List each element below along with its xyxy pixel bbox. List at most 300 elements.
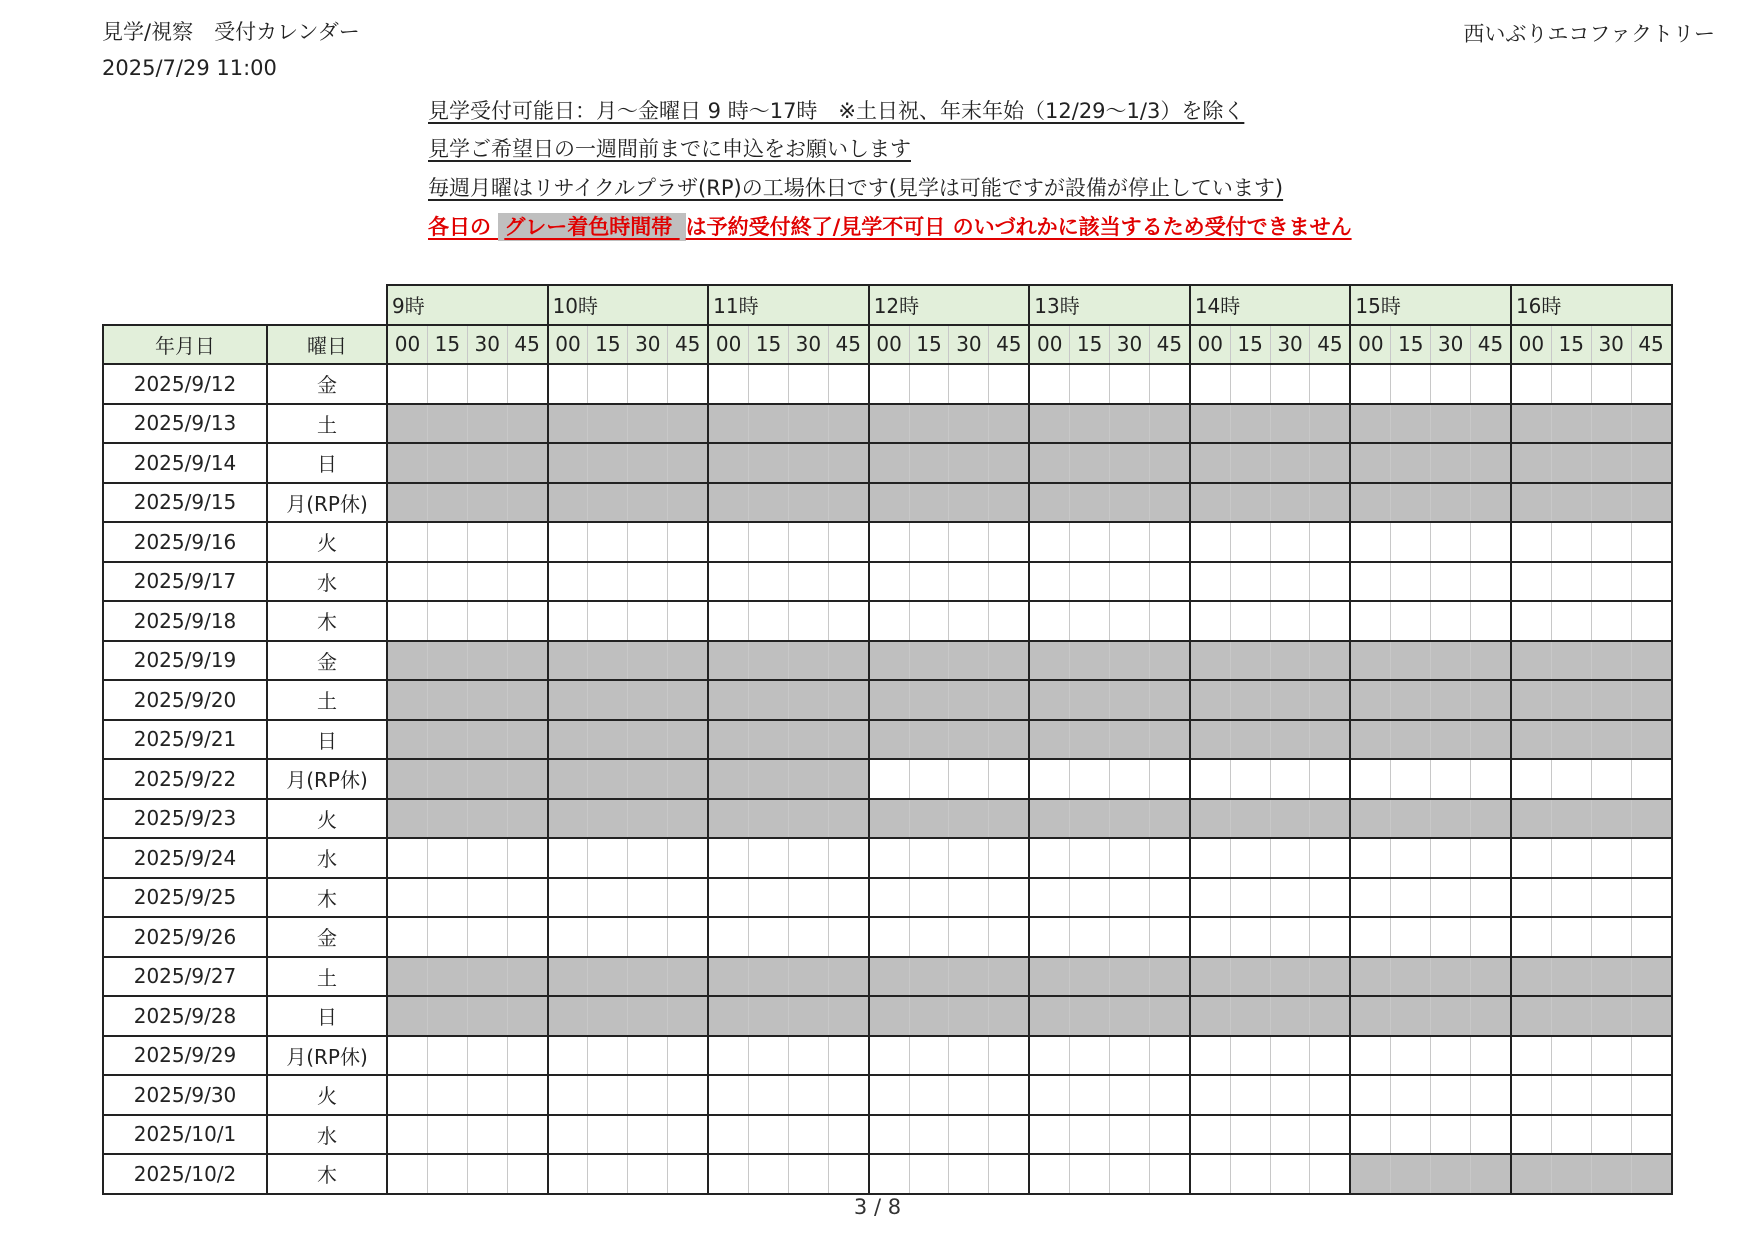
time-slot-available[interactable] bbox=[909, 838, 949, 878]
time-slot-available[interactable] bbox=[588, 1075, 628, 1115]
time-slot-available[interactable] bbox=[387, 601, 427, 641]
time-slot-available[interactable] bbox=[1190, 1115, 1230, 1155]
time-slot-available[interactable] bbox=[869, 1075, 909, 1115]
time-slot-available[interactable] bbox=[909, 878, 949, 918]
time-slot-available[interactable] bbox=[828, 1036, 868, 1076]
time-slot-available[interactable] bbox=[788, 364, 828, 404]
time-slot-available[interactable] bbox=[909, 601, 949, 641]
time-slot-available[interactable] bbox=[1591, 1115, 1631, 1155]
time-slot-available[interactable] bbox=[1190, 917, 1230, 957]
time-slot-available[interactable] bbox=[949, 1075, 989, 1115]
time-slot-available[interactable] bbox=[548, 522, 588, 562]
time-slot-available[interactable] bbox=[1029, 562, 1069, 602]
time-slot-available[interactable] bbox=[989, 562, 1029, 602]
time-slot-available[interactable] bbox=[749, 522, 789, 562]
time-slot-available[interactable] bbox=[1270, 601, 1310, 641]
time-slot-available[interactable] bbox=[708, 601, 748, 641]
time-slot-available[interactable] bbox=[1190, 838, 1230, 878]
time-slot-available[interactable] bbox=[668, 601, 708, 641]
time-slot-available[interactable] bbox=[869, 838, 909, 878]
time-slot-available[interactable] bbox=[909, 1075, 949, 1115]
time-slot-available[interactable] bbox=[1190, 562, 1230, 602]
time-slot-available[interactable] bbox=[1591, 838, 1631, 878]
time-slot-available[interactable] bbox=[828, 601, 868, 641]
time-slot-available[interactable] bbox=[909, 1115, 949, 1155]
time-slot-available[interactable] bbox=[1391, 601, 1431, 641]
time-slot-available[interactable] bbox=[1631, 1036, 1671, 1076]
time-slot-available[interactable] bbox=[1471, 1115, 1511, 1155]
time-slot-available[interactable] bbox=[1270, 759, 1310, 799]
time-slot-available[interactable] bbox=[1149, 364, 1189, 404]
time-slot-available[interactable] bbox=[1310, 878, 1350, 918]
time-slot-available[interactable] bbox=[869, 759, 909, 799]
time-slot-available[interactable] bbox=[1431, 601, 1471, 641]
time-slot-available[interactable] bbox=[989, 878, 1029, 918]
time-slot-available[interactable] bbox=[668, 1075, 708, 1115]
time-slot-available[interactable] bbox=[1110, 562, 1150, 602]
time-slot-available[interactable] bbox=[1391, 759, 1431, 799]
time-slot-available[interactable] bbox=[1190, 364, 1230, 404]
time-slot-available[interactable] bbox=[628, 1036, 668, 1076]
time-slot-available[interactable] bbox=[1631, 759, 1671, 799]
time-slot-available[interactable] bbox=[387, 1154, 427, 1194]
time-slot-available[interactable] bbox=[668, 917, 708, 957]
time-slot-available[interactable] bbox=[949, 838, 989, 878]
time-slot-available[interactable] bbox=[1350, 601, 1390, 641]
time-slot-available[interactable] bbox=[1471, 1075, 1511, 1115]
time-slot-available[interactable] bbox=[989, 522, 1029, 562]
time-slot-available[interactable] bbox=[668, 878, 708, 918]
time-slot-available[interactable] bbox=[1631, 1115, 1671, 1155]
time-slot-available[interactable] bbox=[1391, 364, 1431, 404]
time-slot-available[interactable] bbox=[1511, 601, 1551, 641]
time-slot-available[interactable] bbox=[1149, 1154, 1189, 1194]
time-slot-available[interactable] bbox=[507, 562, 547, 602]
time-slot-available[interactable] bbox=[1471, 878, 1511, 918]
time-slot-available[interactable] bbox=[467, 562, 507, 602]
time-slot-available[interactable] bbox=[909, 917, 949, 957]
time-slot-available[interactable] bbox=[1149, 759, 1189, 799]
time-slot-available[interactable] bbox=[1551, 1075, 1591, 1115]
time-slot-available[interactable] bbox=[749, 1075, 789, 1115]
time-slot-available[interactable] bbox=[1310, 1075, 1350, 1115]
time-slot-available[interactable] bbox=[788, 917, 828, 957]
time-slot-available[interactable] bbox=[1149, 562, 1189, 602]
time-slot-available[interactable] bbox=[1110, 838, 1150, 878]
time-slot-available[interactable] bbox=[1431, 838, 1471, 878]
time-slot-available[interactable] bbox=[1631, 522, 1671, 562]
time-slot-available[interactable] bbox=[1350, 562, 1390, 602]
time-slot-available[interactable] bbox=[427, 838, 467, 878]
time-slot-available[interactable] bbox=[1350, 522, 1390, 562]
time-slot-available[interactable] bbox=[1070, 562, 1110, 602]
time-slot-available[interactable] bbox=[1631, 364, 1671, 404]
time-slot-available[interactable] bbox=[1270, 917, 1310, 957]
time-slot-available[interactable] bbox=[788, 1115, 828, 1155]
time-slot-available[interactable] bbox=[1149, 1115, 1189, 1155]
time-slot-available[interactable] bbox=[1310, 1115, 1350, 1155]
time-slot-available[interactable] bbox=[1029, 759, 1069, 799]
time-slot-available[interactable] bbox=[1591, 601, 1631, 641]
time-slot-available[interactable] bbox=[1350, 759, 1390, 799]
time-slot-available[interactable] bbox=[1511, 522, 1551, 562]
time-slot-available[interactable] bbox=[387, 838, 427, 878]
time-slot-available[interactable] bbox=[949, 1036, 989, 1076]
time-slot-available[interactable] bbox=[628, 838, 668, 878]
time-slot-available[interactable] bbox=[1350, 364, 1390, 404]
time-slot-available[interactable] bbox=[1310, 759, 1350, 799]
time-slot-available[interactable] bbox=[588, 838, 628, 878]
time-slot-available[interactable] bbox=[1511, 1075, 1551, 1115]
time-slot-available[interactable] bbox=[1110, 1115, 1150, 1155]
time-slot-available[interactable] bbox=[828, 522, 868, 562]
time-slot-available[interactable] bbox=[1029, 917, 1069, 957]
time-slot-available[interactable] bbox=[1511, 364, 1551, 404]
time-slot-available[interactable] bbox=[588, 1115, 628, 1155]
time-slot-available[interactable] bbox=[1310, 562, 1350, 602]
time-slot-available[interactable] bbox=[1551, 917, 1591, 957]
time-slot-available[interactable] bbox=[1070, 364, 1110, 404]
time-slot-available[interactable] bbox=[427, 1036, 467, 1076]
time-slot-available[interactable] bbox=[427, 917, 467, 957]
time-slot-available[interactable] bbox=[989, 1075, 1029, 1115]
time-slot-available[interactable] bbox=[1431, 759, 1471, 799]
time-slot-available[interactable] bbox=[1149, 1036, 1189, 1076]
time-slot-available[interactable] bbox=[548, 1075, 588, 1115]
time-slot-available[interactable] bbox=[1350, 1075, 1390, 1115]
time-slot-available[interactable] bbox=[1551, 522, 1591, 562]
time-slot-available[interactable] bbox=[467, 1075, 507, 1115]
time-slot-available[interactable] bbox=[1631, 917, 1671, 957]
time-slot-available[interactable] bbox=[1431, 917, 1471, 957]
time-slot-available[interactable] bbox=[1230, 917, 1270, 957]
time-slot-available[interactable] bbox=[668, 1036, 708, 1076]
time-slot-available[interactable] bbox=[1230, 1115, 1270, 1155]
time-slot-available[interactable] bbox=[869, 522, 909, 562]
time-slot-available[interactable] bbox=[828, 917, 868, 957]
time-slot-available[interactable] bbox=[1431, 1115, 1471, 1155]
time-slot-available[interactable] bbox=[1551, 878, 1591, 918]
time-slot-available[interactable] bbox=[467, 364, 507, 404]
time-slot-available[interactable] bbox=[1431, 522, 1471, 562]
time-slot-available[interactable] bbox=[387, 1075, 427, 1115]
time-slot-available[interactable] bbox=[708, 1075, 748, 1115]
time-slot-available[interactable] bbox=[749, 1036, 789, 1076]
time-slot-available[interactable] bbox=[628, 1115, 668, 1155]
time-slot-available[interactable] bbox=[749, 601, 789, 641]
time-slot-available[interactable] bbox=[1190, 1075, 1230, 1115]
time-slot-available[interactable] bbox=[1471, 601, 1511, 641]
time-slot-available[interactable] bbox=[387, 917, 427, 957]
time-slot-available[interactable] bbox=[708, 1036, 748, 1076]
time-slot-available[interactable] bbox=[749, 838, 789, 878]
time-slot-available[interactable] bbox=[668, 838, 708, 878]
time-slot-available[interactable] bbox=[1310, 522, 1350, 562]
time-slot-available[interactable] bbox=[628, 364, 668, 404]
time-slot-available[interactable] bbox=[1591, 562, 1631, 602]
time-slot-available[interactable] bbox=[1070, 838, 1110, 878]
time-slot-available[interactable] bbox=[949, 601, 989, 641]
time-slot-available[interactable] bbox=[1511, 1036, 1551, 1076]
time-slot-available[interactable] bbox=[1631, 838, 1671, 878]
time-slot-available[interactable] bbox=[588, 562, 628, 602]
time-slot-available[interactable] bbox=[828, 562, 868, 602]
time-slot-available[interactable] bbox=[1310, 838, 1350, 878]
time-slot-available[interactable] bbox=[628, 562, 668, 602]
time-slot-available[interactable] bbox=[387, 1036, 427, 1076]
time-slot-available[interactable] bbox=[869, 364, 909, 404]
time-slot-available[interactable] bbox=[1511, 759, 1551, 799]
time-slot-available[interactable] bbox=[949, 917, 989, 957]
time-slot-available[interactable] bbox=[1070, 878, 1110, 918]
time-slot-available[interactable] bbox=[1230, 522, 1270, 562]
time-slot-available[interactable] bbox=[548, 917, 588, 957]
time-slot-available[interactable] bbox=[949, 364, 989, 404]
time-slot-available[interactable] bbox=[788, 522, 828, 562]
time-slot-available[interactable] bbox=[1270, 878, 1310, 918]
time-slot-available[interactable] bbox=[628, 1075, 668, 1115]
time-slot-available[interactable] bbox=[949, 759, 989, 799]
time-slot-available[interactable] bbox=[588, 1036, 628, 1076]
time-slot-available[interactable] bbox=[989, 601, 1029, 641]
time-slot-available[interactable] bbox=[869, 917, 909, 957]
time-slot-available[interactable] bbox=[1471, 522, 1511, 562]
time-slot-available[interactable] bbox=[1270, 838, 1310, 878]
time-slot-available[interactable] bbox=[1511, 1115, 1551, 1155]
time-slot-available[interactable] bbox=[588, 917, 628, 957]
time-slot-available[interactable] bbox=[467, 522, 507, 562]
time-slot-available[interactable] bbox=[668, 1115, 708, 1155]
time-slot-available[interactable] bbox=[668, 1154, 708, 1194]
time-slot-available[interactable] bbox=[507, 878, 547, 918]
time-slot-available[interactable] bbox=[1431, 1036, 1471, 1076]
time-slot-available[interactable] bbox=[989, 1154, 1029, 1194]
time-slot-available[interactable] bbox=[1149, 878, 1189, 918]
time-slot-available[interactable] bbox=[628, 522, 668, 562]
time-slot-available[interactable] bbox=[1190, 878, 1230, 918]
time-slot-available[interactable] bbox=[1029, 1154, 1069, 1194]
time-slot-available[interactable] bbox=[1591, 522, 1631, 562]
time-slot-available[interactable] bbox=[507, 364, 547, 404]
time-slot-available[interactable] bbox=[909, 562, 949, 602]
time-slot-available[interactable] bbox=[989, 364, 1029, 404]
time-slot-available[interactable] bbox=[949, 1115, 989, 1155]
time-slot-available[interactable] bbox=[1391, 1036, 1431, 1076]
time-slot-available[interactable] bbox=[869, 1036, 909, 1076]
time-slot-available[interactable] bbox=[1350, 838, 1390, 878]
time-slot-available[interactable] bbox=[1391, 1115, 1431, 1155]
time-slot-available[interactable] bbox=[1110, 1075, 1150, 1115]
time-slot-available[interactable] bbox=[1551, 1036, 1591, 1076]
time-slot-available[interactable] bbox=[1471, 364, 1511, 404]
time-slot-available[interactable] bbox=[989, 1115, 1029, 1155]
time-slot-available[interactable] bbox=[427, 1154, 467, 1194]
time-slot-available[interactable] bbox=[507, 1115, 547, 1155]
time-slot-available[interactable] bbox=[1511, 917, 1551, 957]
time-slot-available[interactable] bbox=[1190, 1036, 1230, 1076]
time-slot-available[interactable] bbox=[427, 878, 467, 918]
time-slot-available[interactable] bbox=[869, 1154, 909, 1194]
time-slot-available[interactable] bbox=[828, 1075, 868, 1115]
time-slot-available[interactable] bbox=[989, 1036, 1029, 1076]
time-slot-available[interactable] bbox=[1070, 759, 1110, 799]
time-slot-available[interactable] bbox=[1070, 601, 1110, 641]
time-slot-available[interactable] bbox=[989, 759, 1029, 799]
time-slot-available[interactable] bbox=[1070, 1075, 1110, 1115]
time-slot-available[interactable] bbox=[1190, 759, 1230, 799]
time-slot-available[interactable] bbox=[708, 1154, 748, 1194]
time-slot-available[interactable] bbox=[708, 522, 748, 562]
time-slot-available[interactable] bbox=[1230, 1075, 1270, 1115]
time-slot-available[interactable] bbox=[1230, 364, 1270, 404]
time-slot-available[interactable] bbox=[1551, 838, 1591, 878]
time-slot-available[interactable] bbox=[387, 522, 427, 562]
time-slot-available[interactable] bbox=[949, 522, 989, 562]
time-slot-available[interactable] bbox=[668, 364, 708, 404]
time-slot-available[interactable] bbox=[1471, 562, 1511, 602]
time-slot-available[interactable] bbox=[749, 878, 789, 918]
time-slot-available[interactable] bbox=[1230, 1154, 1270, 1194]
time-slot-available[interactable] bbox=[828, 1154, 868, 1194]
time-slot-available[interactable] bbox=[788, 1154, 828, 1194]
time-slot-available[interactable] bbox=[989, 917, 1029, 957]
time-slot-available[interactable] bbox=[828, 1115, 868, 1155]
time-slot-available[interactable] bbox=[788, 838, 828, 878]
time-slot-available[interactable] bbox=[387, 878, 427, 918]
time-slot-available[interactable] bbox=[749, 562, 789, 602]
time-slot-available[interactable] bbox=[507, 522, 547, 562]
time-slot-available[interactable] bbox=[1230, 601, 1270, 641]
time-slot-available[interactable] bbox=[427, 562, 467, 602]
time-slot-available[interactable] bbox=[548, 838, 588, 878]
time-slot-available[interactable] bbox=[1551, 1115, 1591, 1155]
time-slot-available[interactable] bbox=[1310, 601, 1350, 641]
time-slot-available[interactable] bbox=[1591, 1075, 1631, 1115]
time-slot-available[interactable] bbox=[628, 601, 668, 641]
time-slot-available[interactable] bbox=[548, 1154, 588, 1194]
time-slot-available[interactable] bbox=[1149, 601, 1189, 641]
time-slot-available[interactable] bbox=[1110, 917, 1150, 957]
time-slot-available[interactable] bbox=[1110, 364, 1150, 404]
time-slot-available[interactable] bbox=[749, 917, 789, 957]
time-slot-available[interactable] bbox=[1110, 1036, 1150, 1076]
time-slot-available[interactable] bbox=[788, 562, 828, 602]
time-slot-available[interactable] bbox=[1149, 838, 1189, 878]
time-slot-available[interactable] bbox=[828, 364, 868, 404]
time-slot-available[interactable] bbox=[467, 1115, 507, 1155]
time-slot-available[interactable] bbox=[1149, 522, 1189, 562]
time-slot-available[interactable] bbox=[1029, 1075, 1069, 1115]
time-slot-available[interactable] bbox=[1230, 1036, 1270, 1076]
time-slot-available[interactable] bbox=[1029, 878, 1069, 918]
time-slot-available[interactable] bbox=[1350, 917, 1390, 957]
time-slot-available[interactable] bbox=[1431, 364, 1471, 404]
time-slot-available[interactable] bbox=[869, 601, 909, 641]
time-slot-available[interactable] bbox=[467, 601, 507, 641]
time-slot-available[interactable] bbox=[708, 878, 748, 918]
time-slot-available[interactable] bbox=[1270, 1036, 1310, 1076]
time-slot-available[interactable] bbox=[788, 878, 828, 918]
time-slot-available[interactable] bbox=[1110, 1154, 1150, 1194]
time-slot-available[interactable] bbox=[828, 878, 868, 918]
time-slot-available[interactable] bbox=[1391, 917, 1431, 957]
time-slot-available[interactable] bbox=[1230, 759, 1270, 799]
time-slot-available[interactable] bbox=[1471, 1036, 1511, 1076]
time-slot-available[interactable] bbox=[1350, 1036, 1390, 1076]
time-slot-available[interactable] bbox=[507, 601, 547, 641]
time-slot-available[interactable] bbox=[708, 838, 748, 878]
time-slot-available[interactable] bbox=[1310, 364, 1350, 404]
time-slot-available[interactable] bbox=[1350, 878, 1390, 918]
time-slot-available[interactable] bbox=[1110, 601, 1150, 641]
time-slot-available[interactable] bbox=[628, 1154, 668, 1194]
time-slot-available[interactable] bbox=[1230, 878, 1270, 918]
time-slot-available[interactable] bbox=[1190, 522, 1230, 562]
time-slot-available[interactable] bbox=[1591, 1036, 1631, 1076]
time-slot-available[interactable] bbox=[949, 562, 989, 602]
time-slot-available[interactable] bbox=[507, 838, 547, 878]
time-slot-available[interactable] bbox=[788, 1075, 828, 1115]
time-slot-available[interactable] bbox=[1070, 917, 1110, 957]
time-slot-available[interactable] bbox=[1471, 838, 1511, 878]
time-slot-available[interactable] bbox=[1391, 878, 1431, 918]
time-slot-available[interactable] bbox=[1110, 878, 1150, 918]
time-slot-available[interactable] bbox=[1230, 838, 1270, 878]
time-slot-available[interactable] bbox=[1391, 562, 1431, 602]
time-slot-available[interactable] bbox=[1511, 838, 1551, 878]
time-slot-available[interactable] bbox=[588, 364, 628, 404]
time-slot-available[interactable] bbox=[1551, 601, 1591, 641]
time-slot-available[interactable] bbox=[1029, 838, 1069, 878]
time-slot-available[interactable] bbox=[548, 364, 588, 404]
time-slot-available[interactable] bbox=[507, 1036, 547, 1076]
time-slot-available[interactable] bbox=[1070, 1115, 1110, 1155]
time-slot-available[interactable] bbox=[1631, 601, 1671, 641]
time-slot-available[interactable] bbox=[507, 917, 547, 957]
time-slot-available[interactable] bbox=[588, 601, 628, 641]
time-slot-available[interactable] bbox=[628, 878, 668, 918]
time-slot-available[interactable] bbox=[1471, 759, 1511, 799]
time-slot-available[interactable] bbox=[708, 1115, 748, 1155]
time-slot-available[interactable] bbox=[427, 601, 467, 641]
time-slot-available[interactable] bbox=[668, 522, 708, 562]
time-slot-available[interactable] bbox=[909, 364, 949, 404]
time-slot-available[interactable] bbox=[1270, 522, 1310, 562]
time-slot-available[interactable] bbox=[467, 1036, 507, 1076]
time-slot-available[interactable] bbox=[869, 878, 909, 918]
time-slot-available[interactable] bbox=[548, 878, 588, 918]
time-slot-available[interactable] bbox=[1070, 1154, 1110, 1194]
time-slot-available[interactable] bbox=[427, 1075, 467, 1115]
time-slot-available[interactable] bbox=[1431, 878, 1471, 918]
time-slot-available[interactable] bbox=[588, 878, 628, 918]
time-slot-available[interactable] bbox=[949, 1154, 989, 1194]
time-slot-available[interactable] bbox=[548, 1115, 588, 1155]
time-slot-available[interactable] bbox=[1631, 878, 1671, 918]
time-slot-available[interactable] bbox=[1391, 522, 1431, 562]
time-slot-available[interactable] bbox=[548, 562, 588, 602]
time-slot-available[interactable] bbox=[1029, 1115, 1069, 1155]
time-slot-available[interactable] bbox=[869, 562, 909, 602]
time-slot-available[interactable] bbox=[1591, 878, 1631, 918]
time-slot-available[interactable] bbox=[1310, 917, 1350, 957]
time-slot-available[interactable] bbox=[1511, 562, 1551, 602]
time-slot-available[interactable] bbox=[1631, 562, 1671, 602]
time-slot-available[interactable] bbox=[427, 1115, 467, 1155]
time-slot-available[interactable] bbox=[1270, 1154, 1310, 1194]
time-slot-available[interactable] bbox=[708, 562, 748, 602]
time-slot-available[interactable] bbox=[1471, 917, 1511, 957]
